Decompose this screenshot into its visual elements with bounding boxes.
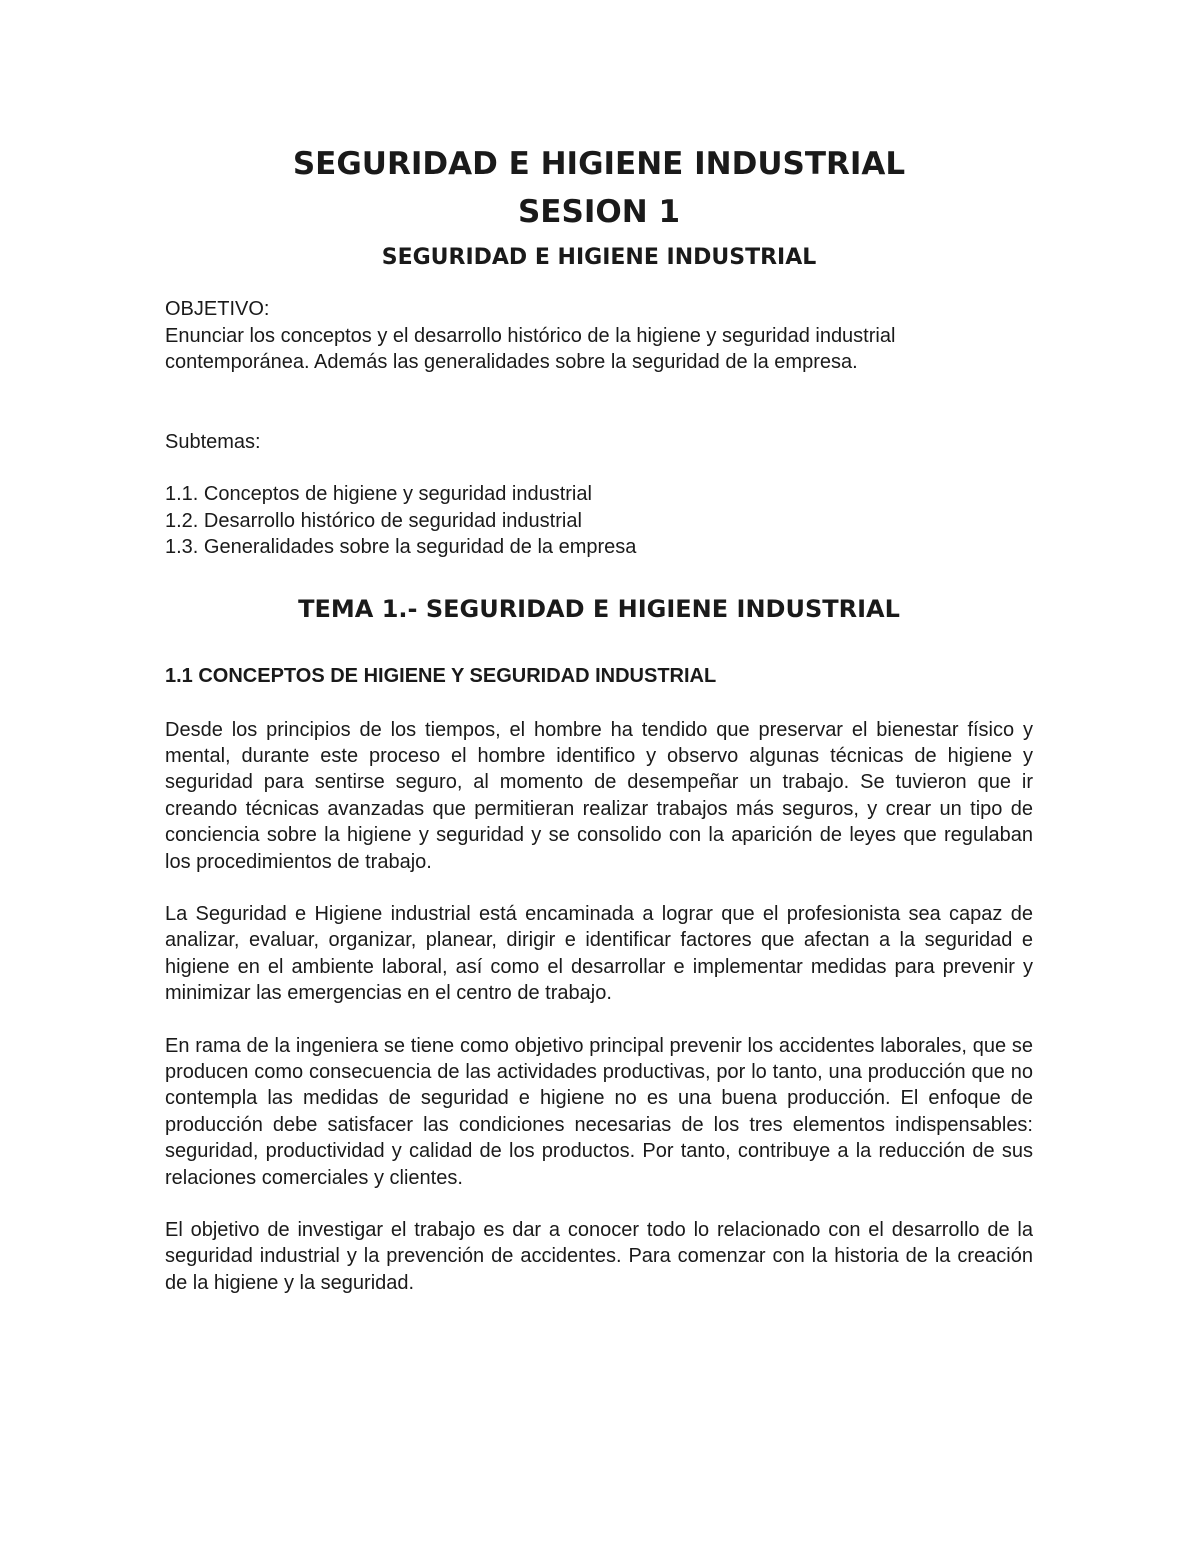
document-subtitle: SEGURIDAD E HIGIENE INDUSTRIAL <box>381 245 817 270</box>
objective-block <box>165 296 1033 376</box>
session-title: SESION 1 <box>517 194 681 230</box>
section-heading: 1.1 CONCEPTOS DE HIGIENE Y SEGURIDAD INDUSTRIAL <box>165 664 717 687</box>
document-page <box>165 140 1033 1296</box>
section-body <box>165 717 1033 1297</box>
subtemas-label: Subtemas: <box>165 430 261 453</box>
document-title: SEGURIDAD E HIGIENE INDUSTRIAL <box>292 146 906 182</box>
list-item: 1.1. Conceptos de higiene y seguridad industrial <box>165 483 592 505</box>
paragraph: Desde los principios de los tiempos, el hombre ha tendido que preservar el bienestar físico y mental, durante este proceso el hombre identifico y observo algunas técnicas de higiene y seguridad para sentirse seguro, al momento de desempeñar un trabajo. Se tuvieron que ir creando técnicas avanzadas que permitieran realizar trabajos más seguros, y crear un tipo de conciencia sobre la higiene y seguridad y se consolido con la aparición de leyes que regulaban los procedimientos de trabajo. <box>165 718 1033 873</box>
paragraph: La Seguridad e Higiene industrial está encaminada a lograr que el profesionista sea capaz de analizar, evaluar, organizar, planear, dirigir e identificar factores que afectan a la seguridad e higiene en el ambiente laboral, así como el desarrollar e implementar medidas para prevenir y minimizar las emergencias en el centro de trabajo. <box>165 902 1033 1005</box>
objective-label: OBJETIVO: <box>165 298 270 320</box>
list-item: 1.2. Desarrollo histórico de seguridad industrial <box>165 509 582 532</box>
paragraph: El objetivo de investigar el trabajo es dar a conocer todo lo relacionado con el desarrollo de la seguridad industrial y la prevención de accidentes. Para comenzar con la historia de la creación de la higiene y la seguridad. <box>165 1219 1033 1294</box>
objective-text: Enunciar los conceptos y el desarrollo histórico de la higiene y seguridad industrial contemporánea. Además las generalidades sobre la seguridad de la empresa. <box>165 324 896 373</box>
paragraph: En rama de la ingeniera se tiene como objetivo principal prevenir los accidentes laborales, que se producen como consecuencia de las actividades productivas, por lo tanto, una producción que no contempla las medidas de seguridad e higiene no es una buena producción. El enfoque de producción debe satisfacer las condiciones necesarias de los tres elementos indispensables: seguridad, productividad y calidad de los productos. Por tanto, contribuye a la reducción de sus relaciones comerciales y clientes. <box>165 1034 1033 1189</box>
subtemas-list <box>165 481 1033 561</box>
list-item: 1.3. Generalidades sobre la seguridad de la empresa <box>165 536 637 558</box>
tema-heading: TEMA 1.- SEGURIDAD E HIGIENE INDUSTRIAL <box>298 594 900 623</box>
